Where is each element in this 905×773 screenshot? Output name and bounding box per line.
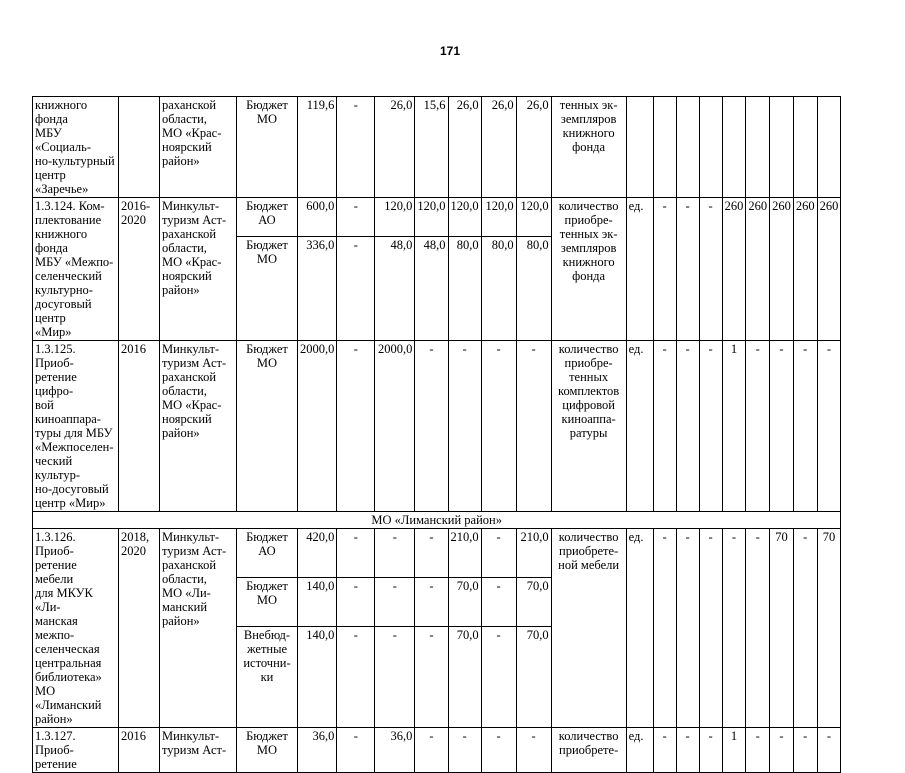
unit-cell (626, 97, 653, 198)
total-amount: 140,0 (298, 626, 337, 727)
unit-cell: ед. (626, 728, 653, 773)
measure-name: 1.3.124. Ком- плектование книжного фонда МБУ «Межпо- селенческий культурно- досуговый центр «Мир» (33, 198, 119, 341)
region-row (33, 512, 841, 529)
year-amount: 36,0 (375, 728, 415, 773)
indicator-value: - (770, 341, 794, 512)
indicator-value: - (746, 341, 770, 512)
funding-source: Бюджет МО (237, 728, 298, 773)
funding-source: Бюджет АО (237, 529, 298, 578)
total-amount: 600,0 (298, 198, 337, 237)
indicator-value: - (676, 529, 699, 728)
indicator-value: - (770, 728, 794, 773)
indicator-value: - (676, 198, 699, 341)
year-amount: 120,0 (415, 198, 448, 237)
indicator-value: 1 (722, 728, 746, 773)
executor-cell: Минкульт- туризм Аст- раханской области, МО «Крас- ноярский район» (160, 198, 237, 341)
indicator-value: 260 (793, 198, 817, 341)
year-amount: 48,0 (375, 236, 415, 340)
table-row (33, 198, 841, 237)
indicator-value: 260 (770, 198, 794, 341)
year-amount: 26,0 (375, 97, 415, 198)
indicator-value: - (676, 728, 699, 773)
year-amount: - (337, 577, 375, 626)
indicator-value: - (746, 728, 770, 773)
year-amount: 80,0 (481, 236, 516, 340)
year-amount: - (375, 626, 415, 727)
indicator-name: количество приобре- тенных эк- земпляров книжного фонда (551, 198, 626, 341)
year-amount: 70,0 (516, 577, 551, 626)
funding-source: Бюджет МО (237, 97, 298, 198)
year-amount: - (415, 626, 448, 727)
years-cell: 2018, 2020 (119, 529, 160, 728)
indicator-name: количество приобре- тенных комплектов цифровой киноаппа- ратуры (551, 341, 626, 512)
year-amount: - (448, 341, 481, 512)
indicator-value (699, 97, 722, 198)
year-amount: 26,0 (448, 97, 481, 198)
executor-cell: Минкульт- туризм Аст- (160, 728, 237, 773)
indicator-value (770, 97, 794, 198)
indicator-value: - (676, 341, 699, 512)
year-amount: - (337, 341, 375, 512)
indicator-value: - (699, 341, 722, 512)
indicator-name: количество приобрете- ной мебели (551, 529, 626, 728)
indicator-value: - (793, 341, 817, 512)
years-cell: 2016 (119, 341, 160, 512)
year-amount: - (481, 529, 516, 578)
region-heading: МО «Лиманский район» (33, 512, 841, 529)
executor-cell: раханской области, МО «Крас- ноярский район» (160, 97, 237, 198)
year-amount: 15,6 (415, 97, 448, 198)
indicator-value: 1 (722, 341, 746, 512)
measure-name: 1.3.125. Приоб- ретение цифро- вой киноаппара- туры для МБУ «Межпоселен- ческий культур- но-досуговый центр «Мир» (33, 341, 119, 512)
year-amount: - (337, 236, 375, 340)
unit-cell: ед. (626, 341, 653, 512)
indicator-value: - (817, 341, 841, 512)
indicator-value: - (653, 728, 676, 773)
indicator-value: - (722, 529, 746, 728)
year-amount: 120,0 (481, 198, 516, 237)
indicator-value: 70 (817, 529, 841, 728)
year-amount: 120,0 (516, 198, 551, 237)
indicator-name: тенных эк- земпляров книжного фонда (551, 97, 626, 198)
year-amount: 70,0 (516, 626, 551, 727)
year-amount: 2000,0 (375, 341, 415, 512)
indicator-value (817, 97, 841, 198)
indicator-value: - (699, 529, 722, 728)
indicator-value: - (793, 529, 817, 728)
unit-cell: ед. (626, 529, 653, 728)
indicator-value (653, 97, 676, 198)
indicator-value: - (793, 728, 817, 773)
indicator-value: - (653, 341, 676, 512)
indicator-value: - (699, 728, 722, 773)
executor-cell: Минкульт- туризм Аст- раханской области, МО «Ли- манский район» (160, 529, 237, 728)
measure-name: 1.3.127. Приоб- ретение (33, 728, 119, 773)
funding-source: Бюджет МО (237, 236, 298, 340)
total-amount: 36,0 (298, 728, 337, 773)
unit-cell: ед. (626, 198, 653, 341)
table-row (33, 529, 841, 578)
year-amount: - (337, 529, 375, 578)
year-amount: - (415, 529, 448, 578)
indicator-value: - (817, 728, 841, 773)
total-amount: 336,0 (298, 236, 337, 340)
total-amount: 119,6 (298, 97, 337, 198)
years-cell: 2016- 2020 (119, 198, 160, 341)
indicator-value: - (699, 198, 722, 341)
measure-name: 1.3.126. Приоб- ретение мебели для МКУК «Ли- манская межпо- селенческая центральная библиотека» МО «Лиманский район» (33, 529, 119, 728)
indicator-value: 260 (817, 198, 841, 341)
indicator-value (722, 97, 746, 198)
year-amount: 120,0 (448, 198, 481, 237)
page-number: 171 (440, 44, 461, 58)
year-amount: - (481, 626, 516, 727)
year-amount: - (448, 728, 481, 773)
year-amount: - (415, 341, 448, 512)
year-amount: 120,0 (375, 198, 415, 237)
executor-cell: Минкульт- туризм Аст- раханской области, МО «Крас- ноярский район» (160, 341, 237, 512)
year-amount: 210,0 (516, 529, 551, 578)
indicator-value: - (746, 529, 770, 728)
year-amount: - (516, 341, 551, 512)
years-cell (119, 97, 160, 198)
indicator-value: - (653, 529, 676, 728)
indicator-value (746, 97, 770, 198)
year-amount: 26,0 (481, 97, 516, 198)
total-amount: 420,0 (298, 529, 337, 578)
total-amount: 140,0 (298, 577, 337, 626)
measure-name: книжного фонда МБУ «Социаль- но-культурный центр «Заречье» (33, 97, 119, 198)
indicator-value: 260 (746, 198, 770, 341)
funding-source: Бюджет МО (237, 577, 298, 626)
year-amount: - (415, 728, 448, 773)
year-amount: 80,0 (448, 236, 481, 340)
year-amount: 48,0 (415, 236, 448, 340)
indicator-name: количество приобрете- (551, 728, 626, 773)
years-cell: 2016 (119, 728, 160, 773)
year-amount: - (337, 728, 375, 773)
year-amount: - (516, 728, 551, 773)
year-amount: 70,0 (448, 577, 481, 626)
indicator-value: 70 (770, 529, 794, 728)
year-amount: - (375, 529, 415, 578)
year-amount: - (415, 577, 448, 626)
year-amount: - (375, 577, 415, 626)
year-amount: 210,0 (448, 529, 481, 578)
year-amount: 26,0 (516, 97, 551, 198)
year-amount: - (481, 577, 516, 626)
year-amount: - (337, 97, 375, 198)
indicator-value: 260 (722, 198, 746, 341)
funding-source: Внебюд- жетные источни- ки (237, 626, 298, 727)
indicator-value (676, 97, 699, 198)
table-row (33, 97, 841, 198)
year-amount: - (337, 198, 375, 237)
table-row (33, 341, 841, 512)
funding-source: Бюджет АО (237, 198, 298, 237)
program-table (32, 96, 841, 773)
year-amount: - (481, 341, 516, 512)
funding-source: Бюджет МО (237, 341, 298, 512)
indicator-value (793, 97, 817, 198)
indicator-value: - (653, 198, 676, 341)
year-amount: 80,0 (516, 236, 551, 340)
year-amount: 70,0 (448, 626, 481, 727)
table-row (33, 728, 841, 773)
year-amount: - (481, 728, 516, 773)
total-amount: 2000,0 (298, 341, 337, 512)
year-amount: - (337, 626, 375, 727)
